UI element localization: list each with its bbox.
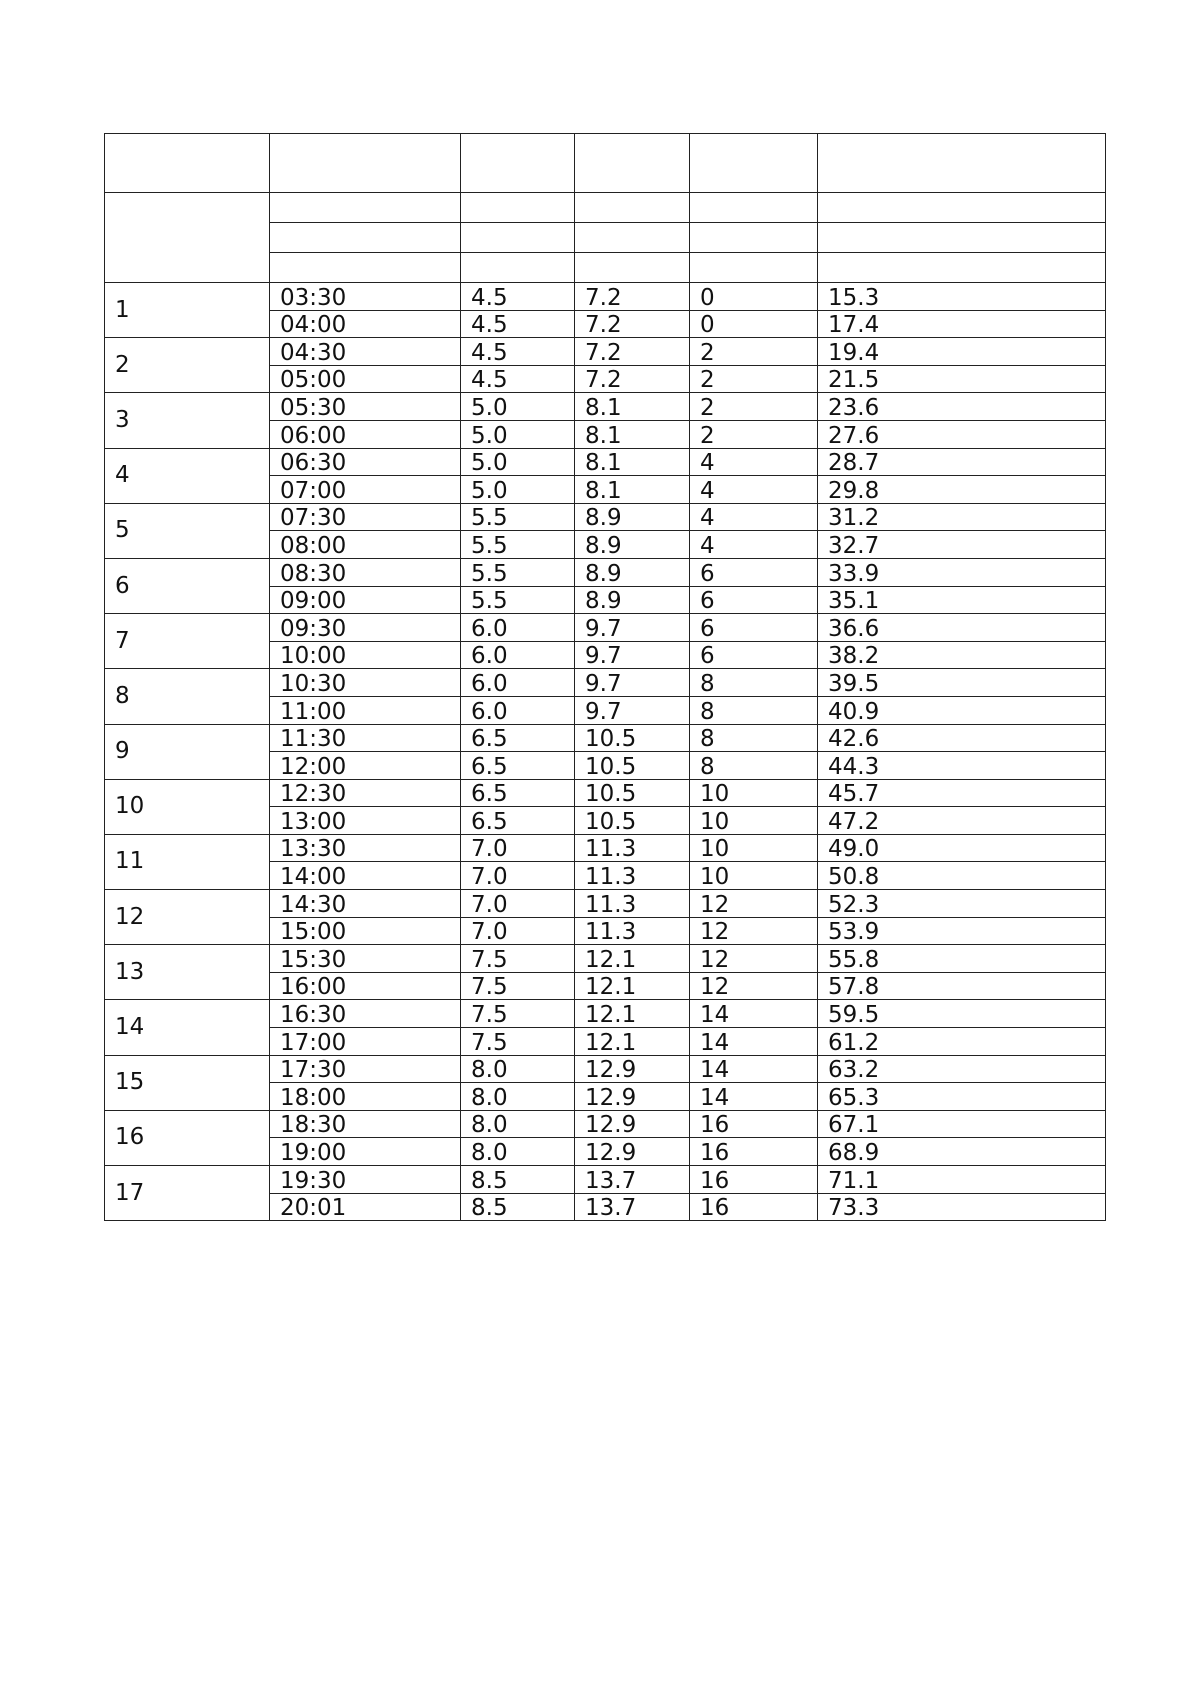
value-d-cell: 33.9 [818, 558, 1106, 586]
table-row [105, 283, 1106, 311]
value-a-cell: 6.0 [461, 641, 575, 669]
header-cell [575, 253, 690, 283]
segment-number-cell: 7 [105, 614, 270, 669]
value-c-cell: 6 [690, 614, 818, 642]
value-d-cell: 42.6 [818, 724, 1106, 752]
value-c-cell: 6 [690, 586, 818, 614]
value-d-cell: 52.3 [818, 890, 1106, 918]
value-a-cell: 5.5 [461, 558, 575, 586]
time-cell: 20:01 [270, 1193, 461, 1221]
value-d-cell: 49.0 [818, 834, 1106, 862]
value-b-cell: 9.7 [575, 614, 690, 642]
time-cell: 03:30 [270, 283, 461, 311]
table-row [105, 1055, 1106, 1083]
header-cell [270, 193, 461, 223]
value-a-cell: 8.0 [461, 1083, 575, 1111]
value-c-cell: 16 [690, 1166, 818, 1194]
value-a-cell: 8.0 [461, 1138, 575, 1166]
value-b-cell: 7.2 [575, 310, 690, 338]
value-d-cell: 55.8 [818, 945, 1106, 973]
value-b-cell: 8.1 [575, 448, 690, 476]
table-row [105, 669, 1106, 697]
value-b-cell: 8.9 [575, 586, 690, 614]
value-a-cell: 7.0 [461, 834, 575, 862]
value-c-cell: 4 [690, 531, 818, 559]
header-cell [270, 134, 461, 193]
header-cell [575, 134, 690, 193]
value-c-cell: 4 [690, 448, 818, 476]
value-c-cell: 12 [690, 890, 818, 918]
value-a-cell: 6.5 [461, 807, 575, 835]
time-cell: 12:00 [270, 752, 461, 780]
value-a-cell: 7.0 [461, 890, 575, 918]
value-d-cell: 39.5 [818, 669, 1106, 697]
value-a-cell: 7.5 [461, 945, 575, 973]
value-b-cell: 9.7 [575, 669, 690, 697]
segment-number-cell: 8 [105, 669, 270, 724]
table-row [105, 1110, 1106, 1138]
value-c-cell: 12 [690, 945, 818, 973]
value-a-cell: 7.5 [461, 1028, 575, 1056]
value-b-cell: 10.5 [575, 752, 690, 780]
value-d-cell: 19.4 [818, 338, 1106, 366]
value-d-cell: 61.2 [818, 1028, 1106, 1056]
value-c-cell: 12 [690, 972, 818, 1000]
value-b-cell: 11.3 [575, 917, 690, 945]
value-a-cell: 8.0 [461, 1055, 575, 1083]
segment-number-cell: 13 [105, 945, 270, 1000]
value-d-cell: 36.6 [818, 614, 1106, 642]
time-cell: 18:30 [270, 1110, 461, 1138]
value-c-cell: 2 [690, 365, 818, 393]
value-b-cell: 8.9 [575, 558, 690, 586]
header-cell [461, 193, 575, 223]
table-row [105, 558, 1106, 586]
value-d-cell: 71.1 [818, 1166, 1106, 1194]
value-b-cell: 13.7 [575, 1166, 690, 1194]
table-row [105, 834, 1106, 862]
value-c-cell: 14 [690, 1055, 818, 1083]
segment-number-cell: 16 [105, 1110, 270, 1165]
time-cell: 18:00 [270, 1083, 461, 1111]
value-c-cell: 10 [690, 807, 818, 835]
value-c-cell: 8 [690, 669, 818, 697]
value-d-cell: 68.9 [818, 1138, 1106, 1166]
value-d-cell: 35.1 [818, 586, 1106, 614]
segment-number-cell: 2 [105, 338, 270, 393]
header-cell [270, 223, 461, 253]
value-c-cell: 16 [690, 1138, 818, 1166]
time-cell: 17:00 [270, 1028, 461, 1056]
table-row [105, 945, 1106, 973]
value-c-cell: 0 [690, 283, 818, 311]
value-a-cell: 6.5 [461, 779, 575, 807]
header-cell [818, 253, 1106, 283]
value-b-cell: 11.3 [575, 890, 690, 918]
value-b-cell: 12.1 [575, 1028, 690, 1056]
time-cell: 09:00 [270, 586, 461, 614]
value-b-cell: 12.1 [575, 1000, 690, 1028]
value-a-cell: 4.5 [461, 310, 575, 338]
time-cell: 17:30 [270, 1055, 461, 1083]
table-row [105, 614, 1106, 642]
time-cell: 13:00 [270, 807, 461, 835]
time-cell: 14:30 [270, 890, 461, 918]
value-c-cell: 2 [690, 338, 818, 366]
value-c-cell: 2 [690, 393, 818, 421]
value-c-cell: 12 [690, 917, 818, 945]
table-row [105, 890, 1106, 918]
table-row [105, 779, 1106, 807]
value-d-cell: 15.3 [818, 283, 1106, 311]
value-b-cell: 7.2 [575, 365, 690, 393]
time-cell: 06:00 [270, 420, 461, 448]
value-a-cell: 8.0 [461, 1110, 575, 1138]
value-a-cell: 5.0 [461, 420, 575, 448]
table-row [105, 1000, 1106, 1028]
time-cell: 11:30 [270, 724, 461, 752]
value-b-cell: 10.5 [575, 779, 690, 807]
value-d-cell: 63.2 [818, 1055, 1106, 1083]
value-b-cell: 8.1 [575, 476, 690, 504]
value-a-cell: 7.0 [461, 917, 575, 945]
header-cell [690, 223, 818, 253]
value-c-cell: 10 [690, 779, 818, 807]
value-b-cell: 12.1 [575, 945, 690, 973]
value-b-cell: 7.2 [575, 283, 690, 311]
time-cell: 10:30 [270, 669, 461, 697]
value-a-cell: 4.5 [461, 338, 575, 366]
value-a-cell: 6.0 [461, 614, 575, 642]
value-a-cell: 5.0 [461, 393, 575, 421]
header-cell [818, 193, 1106, 223]
value-c-cell: 14 [690, 1028, 818, 1056]
value-b-cell: 9.7 [575, 641, 690, 669]
value-a-cell: 4.5 [461, 365, 575, 393]
header-cell [818, 223, 1106, 253]
value-c-cell: 14 [690, 1083, 818, 1111]
segment-number-cell: 17 [105, 1166, 270, 1221]
time-cell: 08:00 [270, 531, 461, 559]
value-c-cell: 6 [690, 641, 818, 669]
table-row [105, 1166, 1106, 1194]
segment-number-cell: 12 [105, 890, 270, 945]
data-table [104, 133, 1106, 1221]
segment-number-cell: 9 [105, 724, 270, 779]
value-a-cell: 4.5 [461, 283, 575, 311]
header-cell [461, 134, 575, 193]
value-d-cell: 44.3 [818, 752, 1106, 780]
time-cell: 07:30 [270, 503, 461, 531]
time-cell: 15:00 [270, 917, 461, 945]
segment-number-cell: 14 [105, 1000, 270, 1055]
value-c-cell: 8 [690, 752, 818, 780]
value-a-cell: 6.0 [461, 696, 575, 724]
value-a-cell: 5.0 [461, 448, 575, 476]
value-d-cell: 21.5 [818, 365, 1106, 393]
header-cell [575, 193, 690, 223]
header-cell [575, 223, 690, 253]
value-c-cell: 8 [690, 696, 818, 724]
time-cell: 06:30 [270, 448, 461, 476]
value-b-cell: 11.3 [575, 862, 690, 890]
value-d-cell: 31.2 [818, 503, 1106, 531]
time-cell: 04:30 [270, 338, 461, 366]
value-d-cell: 73.3 [818, 1193, 1106, 1221]
time-cell: 07:00 [270, 476, 461, 504]
header-row [105, 193, 1106, 223]
value-a-cell: 6.0 [461, 669, 575, 697]
value-b-cell: 12.9 [575, 1110, 690, 1138]
value-c-cell: 4 [690, 503, 818, 531]
time-cell: 04:00 [270, 310, 461, 338]
time-cell: 10:00 [270, 641, 461, 669]
value-b-cell: 7.2 [575, 338, 690, 366]
value-a-cell: 5.5 [461, 503, 575, 531]
value-d-cell: 28.7 [818, 448, 1106, 476]
segment-number-cell: 1 [105, 283, 270, 338]
value-a-cell: 5.5 [461, 531, 575, 559]
table-row [105, 503, 1106, 531]
table-body [105, 134, 1106, 1221]
table-row [105, 448, 1106, 476]
value-d-cell: 23.6 [818, 393, 1106, 421]
time-cell: 15:30 [270, 945, 461, 973]
value-b-cell: 12.9 [575, 1055, 690, 1083]
value-a-cell: 8.5 [461, 1166, 575, 1194]
value-d-cell: 45.7 [818, 779, 1106, 807]
header-cell [461, 223, 575, 253]
value-c-cell: 10 [690, 862, 818, 890]
segment-number-cell: 10 [105, 779, 270, 834]
value-b-cell: 12.1 [575, 972, 690, 1000]
value-b-cell: 10.5 [575, 724, 690, 752]
value-d-cell: 32.7 [818, 531, 1106, 559]
segment-number-cell: 5 [105, 503, 270, 558]
value-d-cell: 53.9 [818, 917, 1106, 945]
header-cell [105, 193, 270, 283]
value-b-cell: 9.7 [575, 696, 690, 724]
value-a-cell: 6.5 [461, 752, 575, 780]
value-d-cell: 17.4 [818, 310, 1106, 338]
value-c-cell: 16 [690, 1110, 818, 1138]
time-cell: 05:00 [270, 365, 461, 393]
header-cell [690, 134, 818, 193]
value-d-cell: 40.9 [818, 696, 1106, 724]
value-d-cell: 50.8 [818, 862, 1106, 890]
value-d-cell: 47.2 [818, 807, 1106, 835]
time-cell: 08:30 [270, 558, 461, 586]
segment-number-cell: 4 [105, 448, 270, 503]
time-cell: 19:00 [270, 1138, 461, 1166]
value-b-cell: 8.9 [575, 531, 690, 559]
value-a-cell: 8.5 [461, 1193, 575, 1221]
value-d-cell: 57.8 [818, 972, 1106, 1000]
value-b-cell: 12.9 [575, 1083, 690, 1111]
value-b-cell: 8.1 [575, 420, 690, 448]
value-c-cell: 2 [690, 420, 818, 448]
header-cell [818, 134, 1106, 193]
time-cell: 13:30 [270, 834, 461, 862]
value-b-cell: 8.9 [575, 503, 690, 531]
value-d-cell: 67.1 [818, 1110, 1106, 1138]
value-a-cell: 7.5 [461, 972, 575, 1000]
header-cell [690, 193, 818, 223]
value-c-cell: 14 [690, 1000, 818, 1028]
time-cell: 19:30 [270, 1166, 461, 1194]
table-row [105, 393, 1106, 421]
value-a-cell: 7.5 [461, 1000, 575, 1028]
header-row [105, 134, 1106, 193]
header-cell [105, 134, 270, 193]
time-cell: 14:00 [270, 862, 461, 890]
value-b-cell: 10.5 [575, 807, 690, 835]
value-a-cell: 5.5 [461, 586, 575, 614]
segment-number-cell: 11 [105, 834, 270, 889]
value-d-cell: 65.3 [818, 1083, 1106, 1111]
value-a-cell: 5.0 [461, 476, 575, 504]
value-d-cell: 29.8 [818, 476, 1106, 504]
header-cell [270, 253, 461, 283]
value-a-cell: 7.0 [461, 862, 575, 890]
value-a-cell: 6.5 [461, 724, 575, 752]
segment-number-cell: 15 [105, 1055, 270, 1110]
value-d-cell: 38.2 [818, 641, 1106, 669]
time-cell: 11:00 [270, 696, 461, 724]
value-c-cell: 6 [690, 558, 818, 586]
time-cell: 12:30 [270, 779, 461, 807]
header-cell [690, 253, 818, 283]
value-c-cell: 0 [690, 310, 818, 338]
value-d-cell: 59.5 [818, 1000, 1106, 1028]
value-b-cell: 13.7 [575, 1193, 690, 1221]
time-cell: 16:30 [270, 1000, 461, 1028]
value-b-cell: 12.9 [575, 1138, 690, 1166]
table-row [105, 338, 1106, 366]
table-row [105, 724, 1106, 752]
value-c-cell: 4 [690, 476, 818, 504]
value-d-cell: 27.6 [818, 420, 1106, 448]
time-cell: 05:30 [270, 393, 461, 421]
time-cell: 16:00 [270, 972, 461, 1000]
value-c-cell: 16 [690, 1193, 818, 1221]
header-cell [461, 253, 575, 283]
value-c-cell: 8 [690, 724, 818, 752]
value-b-cell: 11.3 [575, 834, 690, 862]
segment-number-cell: 6 [105, 558, 270, 613]
segment-number-cell: 3 [105, 393, 270, 448]
time-cell: 09:30 [270, 614, 461, 642]
value-c-cell: 10 [690, 834, 818, 862]
value-b-cell: 8.1 [575, 393, 690, 421]
